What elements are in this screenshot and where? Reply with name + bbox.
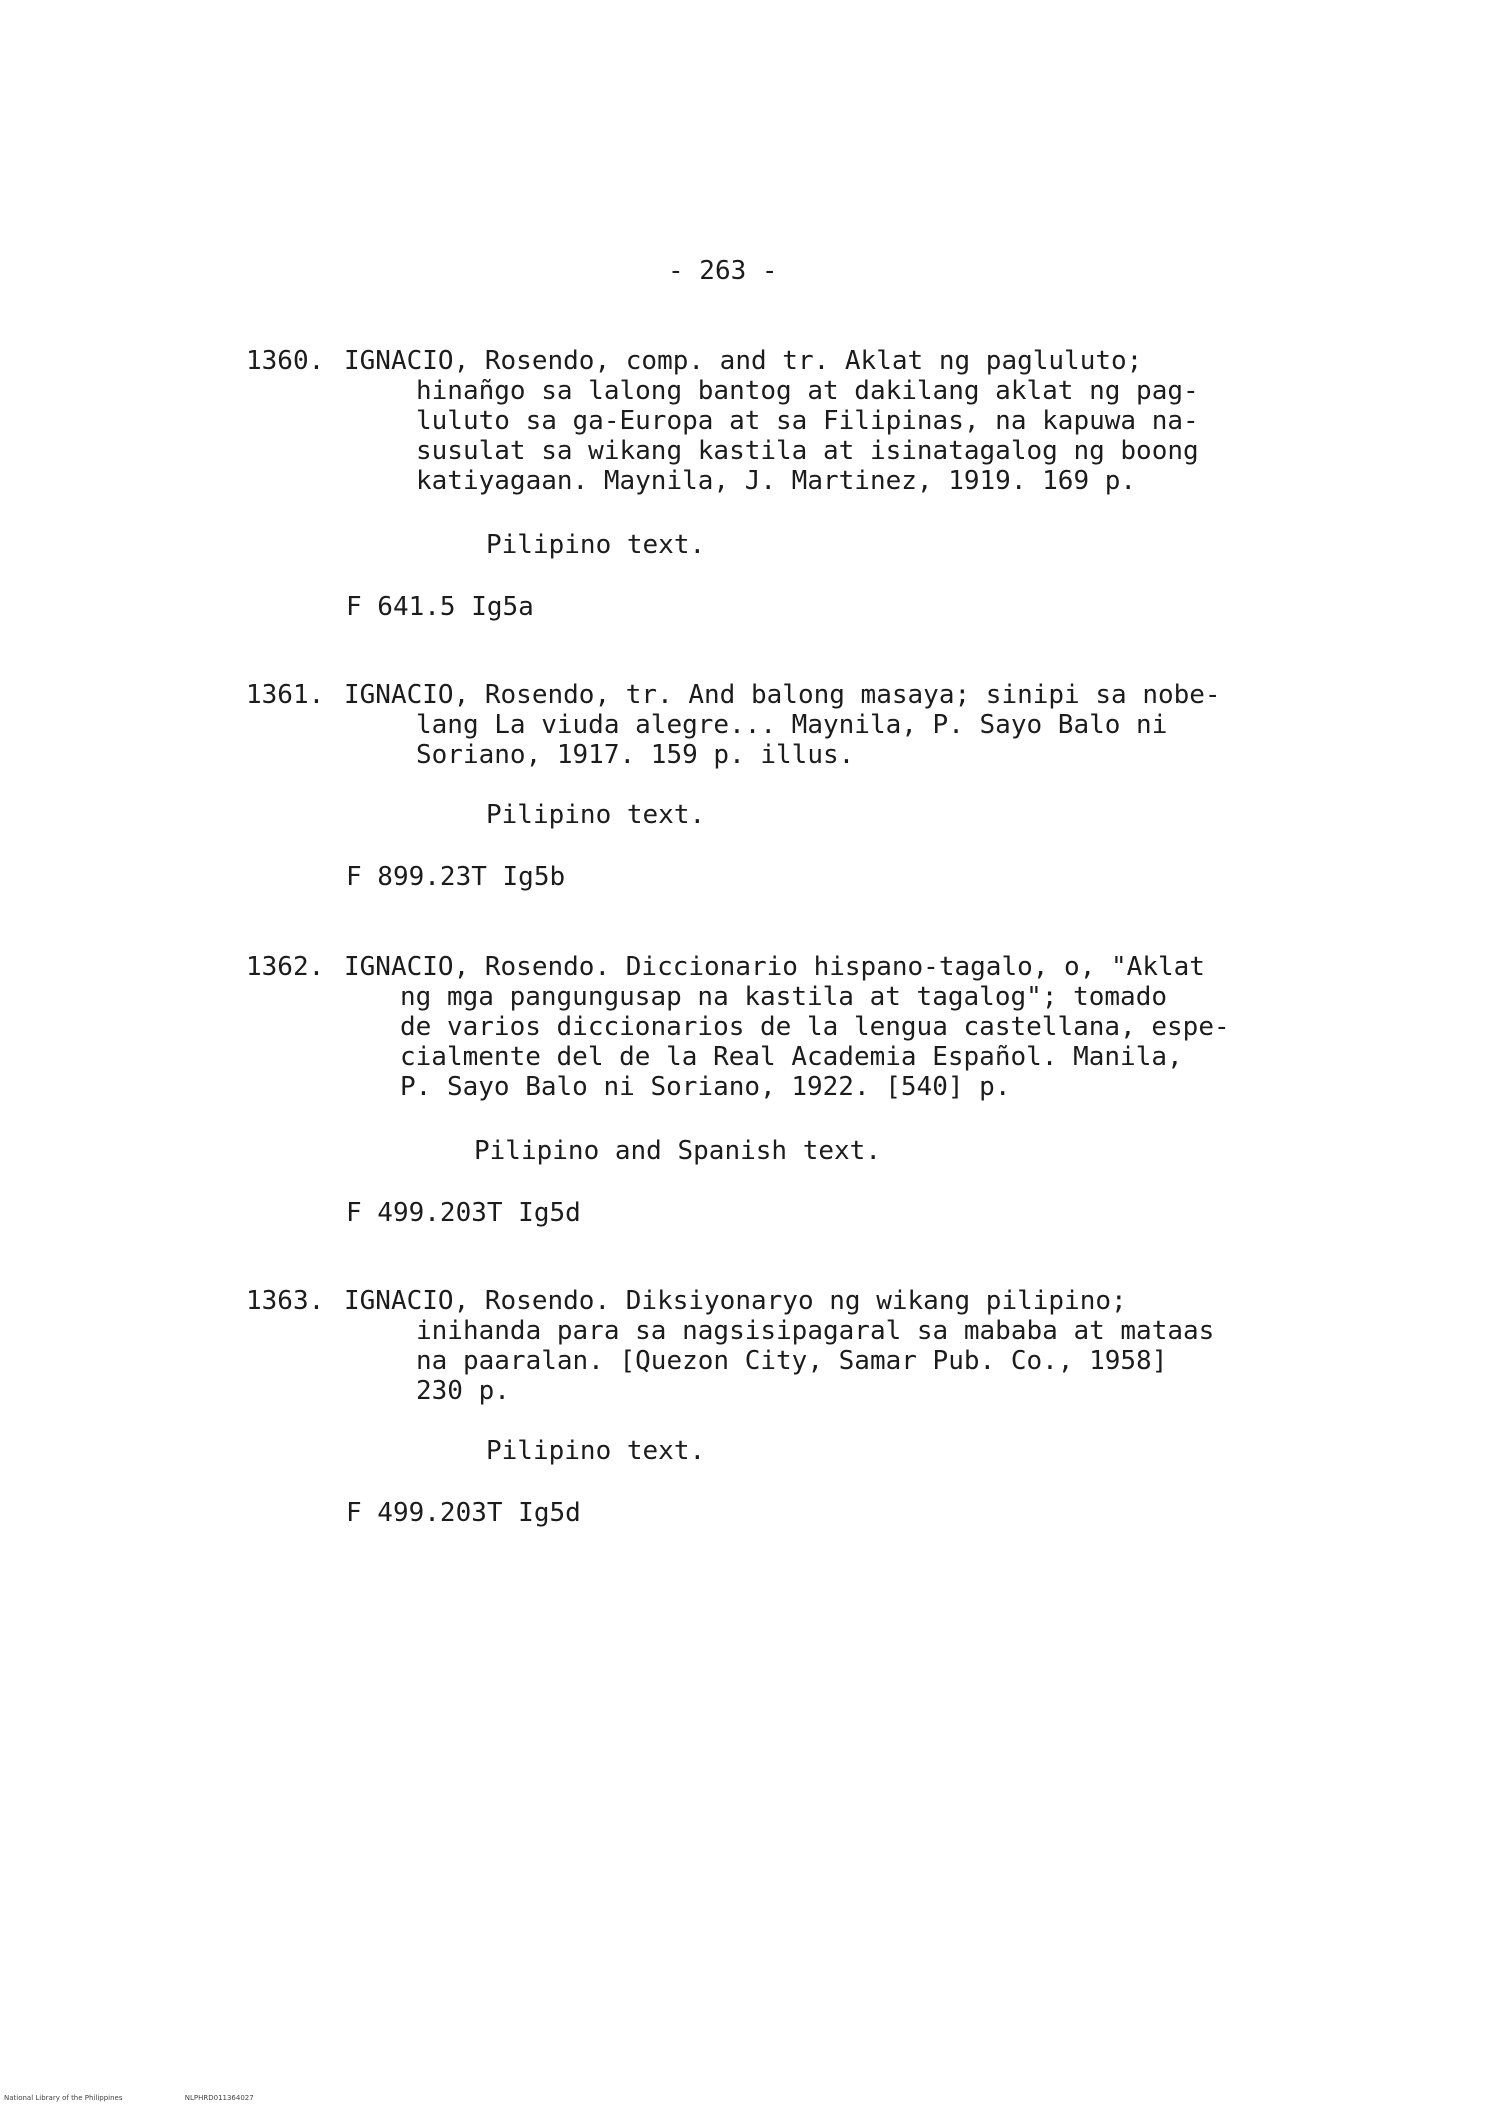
page-footer (4, 2094, 314, 2102)
call-number: F 499.203T Ig5d (346, 1198, 581, 1228)
entry-line: IGNACIO, Rosendo, comp. and tr. Aklat ng pagluluto; (344, 346, 1143, 376)
footer-source: National Library of the Philippines (4, 2094, 123, 2102)
language-note: Pilipino text. (486, 1436, 706, 1466)
language-note: Pilipino text. (486, 800, 706, 830)
footer-id: NLPHRD011364027 (184, 2094, 254, 2102)
call-number: F 899.23T Ig5b (346, 862, 566, 892)
entry-line: 230 p. (416, 1376, 510, 1406)
entry-line: inihanda para sa nagsisipagaral sa mababa at mataas (416, 1316, 1215, 1346)
entry-line: Soriano, 1917. 159 p. illus. (416, 740, 855, 770)
entry-line: de varios diccionarios de la lengua castellana, espe- (400, 1012, 1230, 1042)
call-number: F 499.203T Ig5d (346, 1498, 581, 1528)
catalog-entry-1360 (246, 346, 1199, 496)
entry-line: luluto sa ga-Europa at sa Filipinas, na kapuwa na- (416, 406, 1199, 436)
entry-line: katiyagaan. Maynila, J. Martinez, 1919. 169 p. (416, 466, 1137, 496)
entry-line: cialmente del de la Real Academia Español. Manila, (400, 1042, 1183, 1072)
language-note: Pilipino and Spanish text. (474, 1136, 881, 1166)
call-number: F 641.5 Ig5a (346, 592, 534, 622)
entry-number: 1361. (246, 680, 325, 710)
catalog-entry-1363 (246, 1286, 1215, 1406)
page-number: - 263 - (668, 256, 778, 286)
entry-line: IGNACIO, Rosendo. Diksiyonaryo ng wikang pilipino; (344, 1286, 1127, 1316)
entry-number: 1363. (246, 1286, 325, 1316)
catalog-entry-1362 (246, 952, 1230, 1102)
entry-line: susulat sa wikang kastila at isinatagalog ng boong (416, 436, 1199, 466)
entry-line: ng mga pangungusap na kastila at tagalog"; tomado (400, 982, 1168, 1012)
entry-number: 1362. (246, 952, 325, 982)
entry-line: na paaralan. [Quezon City, Samar Pub. Co., 1958] (416, 1346, 1168, 1376)
entry-line: IGNACIO, Rosendo. Diccionario hispano-tagalo, o, "Aklat (344, 952, 1205, 982)
entry-line: IGNACIO, Rosendo, tr. And balong masaya; sinipi sa nobe- (344, 680, 1221, 710)
entry-line: hinañgo sa lalong bantog at dakilang aklat ng pag- (416, 376, 1199, 406)
language-note: Pilipino text. (486, 530, 706, 560)
entry-line: lang La viuda alegre... Maynila, P. Sayo Balo ni (416, 710, 1168, 740)
entry-number: 1360. (246, 346, 325, 376)
catalog-entry-1361 (246, 680, 1221, 770)
entry-line: P. Sayo Balo ni Soriano, 1922. [540] p. (400, 1072, 1011, 1102)
